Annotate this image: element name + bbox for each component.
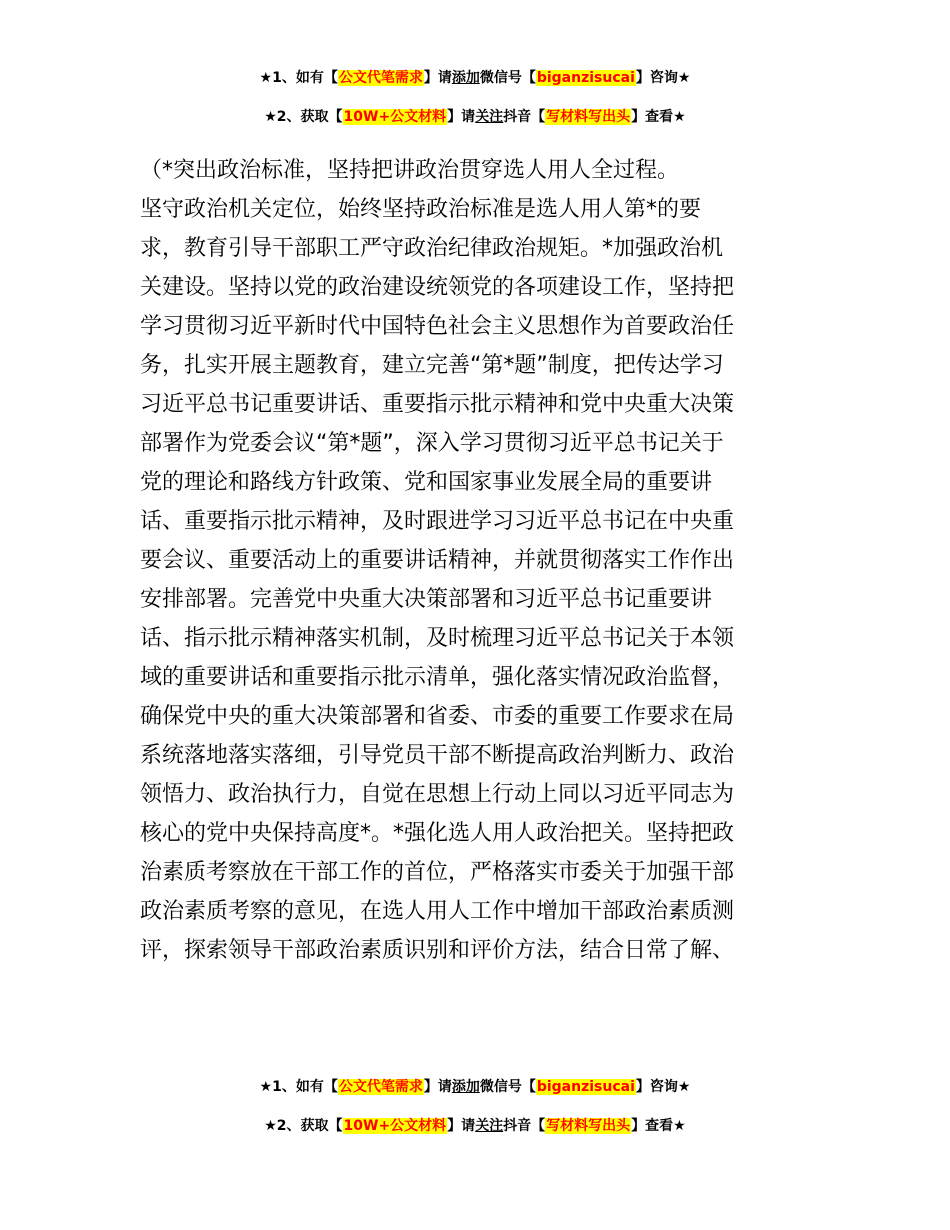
- paragraph-line: 话、指示批示精神落实机制，及时梳理习近平总书记关于本领: [140, 626, 735, 651]
- paragraph-line: 关建设。坚持以党的政治建设统领党的各项建设工作，坚持把: [140, 275, 735, 300]
- paragraph-line: 评，探索领导干部政治素质识别和评价方法，结合日常了解、: [140, 938, 735, 963]
- promo-text: 微信号【: [479, 70, 536, 86]
- paragraph-line: 域的重要讲话和重要指示批示清单，强化落实情况政治监督，: [140, 665, 735, 690]
- promo-text: ★1、如有【: [259, 1079, 338, 1095]
- promo-underlined-action: 添加: [451, 70, 480, 86]
- paragraph-line: 领悟力、政治执行力，自觉在思想上行动上同以习近平同志为: [140, 782, 735, 807]
- paragraph-line: 学习贯彻习近平新时代中国特色社会主义思想作为首要政治任: [140, 314, 735, 339]
- header-promo-line-2: [0, 107, 950, 127]
- promo-highlight-materials: 10W+公文材料: [343, 109, 447, 125]
- footer-promo-line-1: [0, 1077, 950, 1097]
- paragraph-line: 坚守政治机关定位，始终坚持政治标准是选人用人第*的要: [140, 197, 702, 222]
- promo-text: 】查看★: [631, 1118, 686, 1134]
- paragraph-line: 务，扎实开展主题教育，建立完善“第*题”制度，把传达学习: [140, 353, 724, 378]
- promo-underlined-action: 关注: [475, 1118, 504, 1134]
- promo-highlight-douyin-account: 写材料写出头: [546, 1118, 631, 1134]
- paragraph-line: 要会议、重要活动上的重要讲话精神，并就贯彻落实工作作出: [140, 548, 735, 573]
- promo-underlined-action: 添加: [451, 1079, 480, 1095]
- promo-highlight-service: 公文代笔需求: [338, 70, 423, 86]
- paragraph-line: 核心的党中央保持高度*。*强化选人用人政治把关。坚持把政: [140, 821, 735, 846]
- promo-text: ★2、获取【: [264, 109, 343, 125]
- promo-text: 微信号【: [479, 1079, 536, 1095]
- paragraph-line: 党的理论和路线方针政策、党和国家事业发展全局的重要讲: [140, 470, 713, 495]
- promo-text: 】请: [423, 70, 452, 86]
- promo-text: 】请: [447, 109, 476, 125]
- paragraph-line: 安排部署。完善党中央重大决策部署和习近平总书记重要讲: [140, 587, 713, 612]
- promo-text: 】请: [423, 1079, 452, 1095]
- promo-text: ★2、获取【: [264, 1118, 343, 1134]
- promo-highlight-service: 公文代笔需求: [338, 1079, 423, 1095]
- promo-highlight-wechat-id: biganzisucai: [536, 70, 635, 86]
- paragraph-line: 部署作为党委会议“第*题”，深入学习贯彻习近平总书记关于: [140, 431, 724, 456]
- promo-underlined-action: 关注: [475, 109, 504, 125]
- paragraph-line: 确保党中央的重大决策部署和省委、市委的重要工作要求在局: [140, 704, 735, 729]
- paragraph-line: 求，教育引导干部职工严守政治纪律政治规矩。*加强政治机: [140, 236, 724, 261]
- promo-highlight-douyin-account: 写材料写出头: [546, 109, 631, 125]
- promo-text: ★1、如有【: [259, 70, 338, 86]
- paragraph-line: 话、重要指示批示精神，及时跟进学习习近平总书记在中央重: [140, 509, 735, 534]
- promo-text: 抖音【: [503, 1118, 546, 1134]
- paragraph-line: 系统落地落实落细，引导党员干部不断提高政治判断力、政治: [140, 743, 735, 768]
- paragraph-line: 治素质考察放在干部工作的首位，严格落实市委关于加强干部: [140, 860, 735, 885]
- paragraph-line: 政治素质考察的意见，在选人用人工作中增加干部政治素质测: [140, 899, 735, 924]
- promo-text: 抖音【: [503, 109, 546, 125]
- promo-highlight-wechat-id: biganzisucai: [536, 1079, 635, 1095]
- promo-text: 】咨询★: [635, 1079, 691, 1095]
- promo-text: 】咨询★: [635, 70, 691, 86]
- promo-text: 】请: [447, 1118, 476, 1134]
- promo-highlight-materials: 10W+公文材料: [343, 1118, 447, 1134]
- document-body-paragraph: [140, 151, 820, 970]
- paragraph-line: （*突出政治标准，坚持把讲政治贯穿选人用人全过程。: [140, 158, 680, 183]
- promo-text: 】查看★: [631, 109, 686, 125]
- header-promo-line-1: [0, 68, 950, 88]
- footer-promo-line-2: [0, 1116, 950, 1136]
- paragraph-line: 习近平总书记重要讲话、重要指示批示精神和党中央重大决策: [140, 392, 735, 417]
